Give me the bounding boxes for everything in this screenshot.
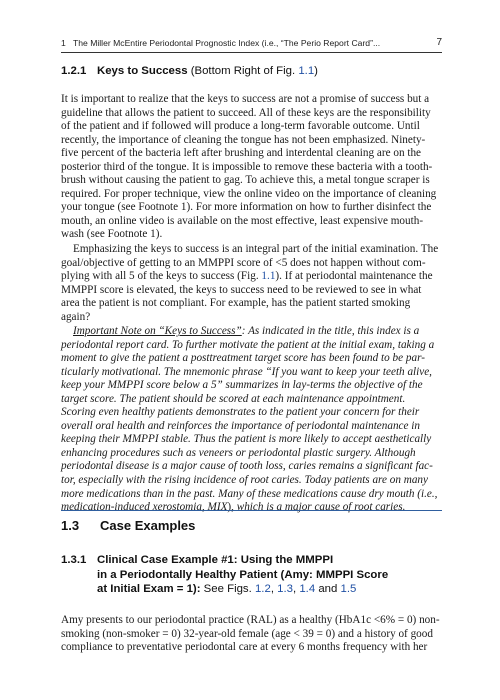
heading-line: in a Periodontally Healthy Patient (Amy: MMPPI Score bbox=[97, 568, 389, 581]
text-line: MMPPI score is elevated, the keys to success need to be reviewed to see in what bbox=[61, 283, 422, 296]
text-line: again? bbox=[61, 310, 91, 323]
text-line: recently, the importance of cleaning the tongue has not been emphasized. Ninety- bbox=[61, 133, 426, 146]
text-line: enhancing procedures such as veneers or periodontal plastic surgery. Although bbox=[61, 446, 416, 459]
text-line: of the patient and if followed will produce a long-term favorable outcome. Until bbox=[61, 120, 420, 133]
text-line: more medications than in the past. Many of these medications cause dry mouth (i.e., bbox=[61, 487, 438, 500]
text-line: five percent of the bacteria left after brushing and interdental cleaning are on the bbox=[61, 147, 422, 160]
text-line: Amy presents to our periodontal practice (RAL) as a healthy (HbA1c <6% = 0) non- bbox=[61, 614, 440, 626]
figure-link[interactable]: 1.1 bbox=[261, 270, 276, 283]
heading-line: Clinical Case Example #1: Using the MMPPI bbox=[97, 554, 334, 566]
text-line: area the patient is not compliant. For example, has the patient started smoking bbox=[61, 297, 411, 310]
figure-link[interactable]: 1.1 bbox=[298, 65, 315, 77]
note-body bbox=[61, 339, 442, 502]
text-line: keep your MMPPI score below a 5” summarizes in lay-terms the objective of the bbox=[61, 379, 423, 392]
heading-1-3-1: 1.3.1 Clinical Case Example #1: Using the MMPPI in a Periodontally Healthy Patient (Amy: MMPPI Score at Initial Exam = 1): See Figs. 1.2, 1.3, 1.4 and 1.5 bbox=[61, 554, 389, 595]
text-line: periodontal disease is a major cause of tooth loss, caries remains a significant fac- bbox=[61, 460, 433, 473]
note-lead: Important Note on “Keys to Success” bbox=[73, 325, 242, 337]
running-head-title: The Miller McEntire Periodontal Prognostic Index (i.e., “The Perio Report Card”... bbox=[73, 38, 381, 48]
text-line: overall oral health and reinforces the importance of periodontal maintenance in bbox=[61, 419, 420, 432]
text-line: brush without causing the patient to gag. To achieve this, a metal tongue scraper is bbox=[61, 174, 430, 187]
paragraph-amy bbox=[61, 614, 442, 655]
text-line: plying with all 5 of the keys to success (Fig. 1.1). If at periodontal maintenance the bbox=[61, 270, 433, 283]
heading-number: 1.3.1 bbox=[61, 554, 87, 566]
text-line: required. For proper technique, view the online video on the importance of cleaning bbox=[61, 187, 437, 200]
figure-link[interactable]: 1.2 bbox=[254, 583, 271, 595]
text-line: ticularly motivational. The mnemonic phrase “If you want to keep your teeth alive, bbox=[61, 365, 432, 378]
text-line: target score. The patient should be scored at each maintenance appointment. bbox=[61, 392, 406, 405]
header-rule bbox=[61, 52, 442, 53]
text-line: your tongue (see Footnote 1). For more information on how to further disinfect the bbox=[61, 201, 432, 214]
important-note bbox=[61, 325, 442, 515]
heading-number: 1.3 bbox=[61, 518, 80, 533]
text-line: goal/objective of getting to an MMPPI score of <5 does not happen without com- bbox=[61, 256, 426, 269]
paragraph-emphasizing bbox=[61, 243, 442, 324]
running-head bbox=[61, 32, 442, 48]
text-line: smoking (non-smoker = 0) 32-year-old female (age < 39 = 0) and a history of good bbox=[61, 627, 433, 640]
text-line: Emphasizing the keys to success is an integral part of the initial examination. The bbox=[73, 243, 439, 255]
text-line: wash (see Footnote 1). bbox=[61, 228, 163, 241]
heading-1-3 bbox=[61, 518, 442, 533]
text-line: medication-induced xerostomia, MIX), which is a major cause of root caries. bbox=[61, 501, 406, 514]
figure-link[interactable]: 1.5 bbox=[340, 583, 357, 595]
paragraph-keys-to-success bbox=[61, 93, 442, 242]
text-line: It is important to realize that the keys to success are not a promise of success but a bbox=[61, 93, 430, 105]
section-rule bbox=[61, 510, 442, 511]
text-line: keeping their MMPPI stable. Thus the patient is more likely to accept aesthetically bbox=[61, 433, 432, 446]
text-line: mouth, an online video is available on the most effective, least expensive mouth- bbox=[61, 214, 424, 227]
text-line: posterior third of the tongue. It is impossible to remove these bacteria with a tooth- bbox=[61, 160, 433, 173]
text-line: Important Note on “Keys to Success”: As indicated in the title, this index is a bbox=[73, 325, 420, 337]
page-number: 7 bbox=[436, 37, 442, 48]
heading-number: 1.2.1 bbox=[61, 65, 87, 77]
text-line: moment to give the patient a posttreatment target score has been found to be par- bbox=[61, 352, 425, 365]
heading-title-close: ) bbox=[314, 65, 318, 77]
text-line: guideline that allows the patient to succeed. All of these keys are the responsibility bbox=[61, 106, 431, 119]
figure-link[interactable]: 1.3 bbox=[277, 583, 293, 595]
heading-title: Case Examples bbox=[100, 518, 196, 533]
heading-title-bold: Keys to Success bbox=[97, 65, 188, 77]
text-line: tor, especially with the rising incidence of root caries. Today patients are on many bbox=[61, 474, 428, 487]
figure-link[interactable]: 1.4 bbox=[299, 583, 316, 595]
text-line: Scoring even healthy patients demonstrates to the patient your concern for their bbox=[61, 406, 420, 419]
chapter-number: 1 bbox=[61, 38, 66, 48]
heading-title-rest: (Bottom Right of Fig. bbox=[187, 65, 299, 77]
text-line: periodontal report card. To further motivate the patient at the initial exam, taking a bbox=[61, 338, 435, 351]
heading-line: at Initial Exam = 1): bbox=[97, 583, 201, 595]
heading-1-2-1 bbox=[61, 64, 442, 79]
text-line: compliance to preventative periodontal care at every 6 months frequency with her bbox=[61, 641, 428, 654]
